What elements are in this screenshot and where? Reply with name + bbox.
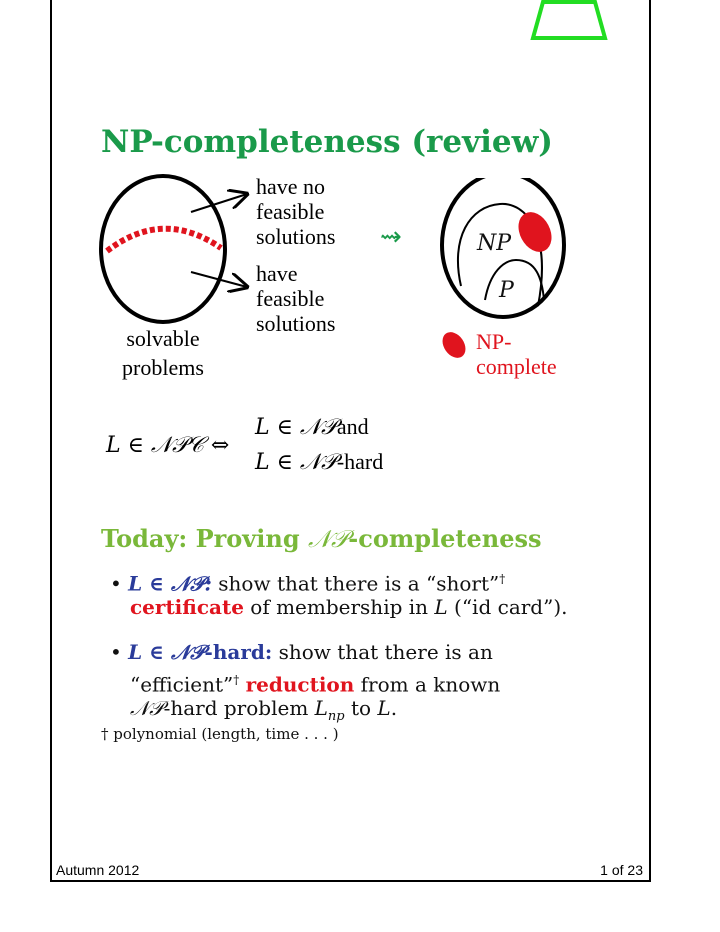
np-complete-line1: NP- [476, 329, 512, 354]
section-subtitle [101, 524, 542, 553]
footnote: † polynomial (length, time . . . ) [101, 725, 339, 743]
reduction-term: reduction [245, 672, 355, 697]
subtitle-math: 𝒩𝒫 [307, 525, 349, 553]
bullet2-text4: -hard problem [163, 696, 315, 720]
bullet2-L: L [377, 696, 391, 720]
np-complete-label [476, 329, 557, 379]
bullet1-dagger: † [499, 572, 506, 586]
definition-line2 [255, 449, 383, 475]
bullet-1-cont [130, 593, 568, 621]
label-problems-line1: solvable [126, 326, 200, 351]
bullet1-head: L ∈ 𝒩𝒫: [128, 571, 212, 596]
label-feasible-line2: feasible [256, 286, 325, 311]
footer-page-number: 1 of 23 [600, 862, 643, 878]
definition-lhs [106, 432, 229, 458]
definition-line1-text: and [336, 414, 369, 439]
p-label: P [499, 278, 514, 303]
bullet1-text3: (“id card”). [447, 595, 568, 619]
bullet-marker: • [110, 571, 122, 596]
label-problems-line2: problems [122, 355, 204, 380]
bullet2-text2: “efficient” [130, 672, 234, 697]
solvable-problems-diagram [95, 168, 270, 343]
label-feasible-line3: solutions [256, 311, 336, 336]
bullet2-text5: to [344, 696, 378, 720]
trapezoid-logo [525, 0, 615, 44]
label-no-feasible-line2: feasible [256, 199, 325, 224]
bullet1-L: L [434, 595, 448, 619]
bullet2-np: 𝒩𝒫 [130, 696, 164, 720]
bullet1-text2: of membership in [243, 595, 435, 619]
subtitle-pre: Today: Proving [101, 524, 308, 553]
bullet2-dagger: † [233, 673, 240, 687]
definition-lhs-math: L ∈ 𝒩𝒫𝒞 ⇔ [106, 433, 230, 458]
np-complete-line2: complete [476, 354, 557, 379]
subtitle-post: -completeness [348, 524, 542, 553]
definition-line2-math: L ∈ 𝒩𝒫 [255, 450, 337, 475]
bullet2-Lnp: L [314, 696, 328, 720]
definition-line1-math: L ∈ 𝒩𝒫 [255, 415, 337, 440]
definition-line2-text: -hard [336, 449, 384, 474]
footer-date: Autumn 2012 [56, 862, 140, 878]
label-feasible [256, 261, 335, 336]
bullet1-text1: show that there is a “short” [211, 571, 500, 596]
label-no-feasible [256, 174, 335, 249]
bullet2-Lnp-sub: np [327, 709, 345, 724]
label-no-feasible-line3: solutions [256, 224, 336, 249]
np-complete-marker [440, 330, 470, 360]
np-label: NP [477, 231, 512, 256]
bullet2-text3: from a known [354, 672, 501, 697]
leadsto-arrow: ⇝ [380, 222, 402, 252]
bullet2-text6: . [390, 696, 398, 720]
slide-title: NP-completeness (review) [101, 124, 553, 160]
bullet-marker: • [110, 640, 122, 664]
label-feasible-line1: have [256, 261, 298, 286]
label-no-feasible-line1: have no [256, 174, 326, 199]
certificate-term: certificate [130, 595, 244, 619]
bullet2-head: L ∈ 𝒩𝒫 [128, 640, 205, 664]
label-solvable-problems [101, 324, 225, 382]
definition-line1 [255, 414, 369, 440]
bullet-2 [110, 638, 493, 666]
bullet2-text1: show that there is an [272, 640, 493, 664]
bullet2-head-suffix: -hard: [204, 640, 273, 664]
